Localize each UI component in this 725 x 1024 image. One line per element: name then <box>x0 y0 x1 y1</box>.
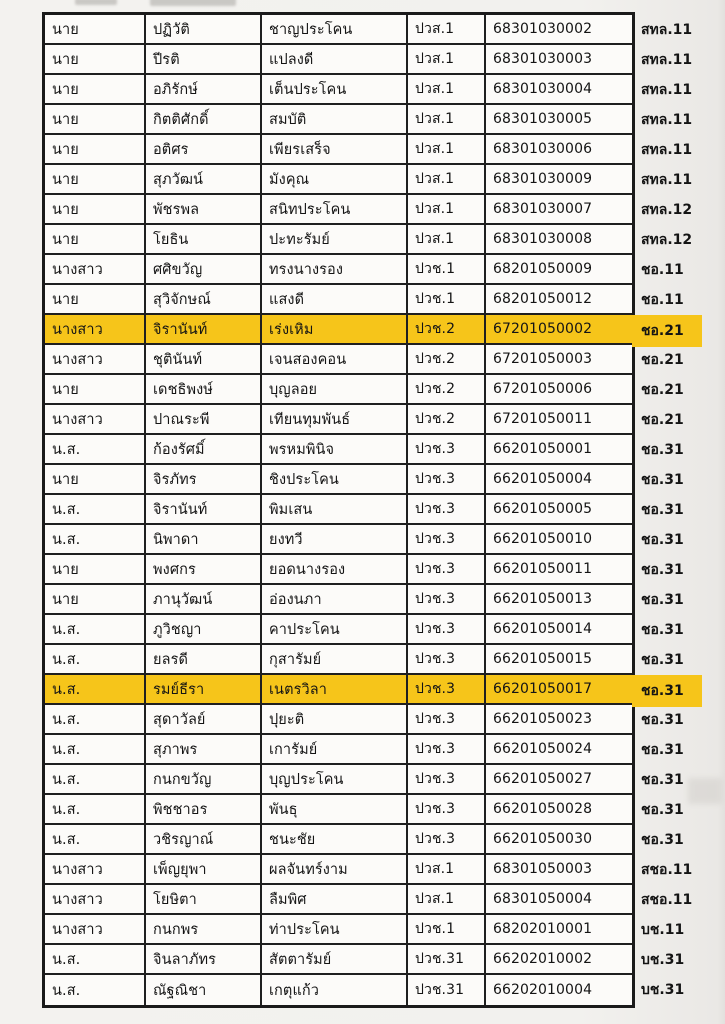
title-cell: นางสาว <box>45 855 146 883</box>
first-name-cell: ภูวิชญา <box>146 615 262 643</box>
table-row <box>45 915 632 945</box>
title-cell: นาย <box>45 285 146 313</box>
last-name-cell: เการัมย์ <box>262 735 408 763</box>
class-code: ชอ.31 <box>641 772 684 788</box>
student-id-cell: 66201050014 <box>493 621 593 637</box>
last-name-cell: พันธุ <box>262 795 408 823</box>
level-cell: ปวส.1 <box>408 105 486 133</box>
class-code: ชอ.31 <box>641 652 684 668</box>
first-name-cell: กนกขวัญ <box>146 765 262 793</box>
class-code-column <box>632 15 702 1005</box>
last-name-cell: ปุยะติ <box>262 705 408 733</box>
first-name-cell: สุดาวัลย์ <box>146 705 262 733</box>
last-name-cell: เจนสองคอน <box>262 345 408 373</box>
title-cell: น.ส. <box>45 795 146 823</box>
last-name-cell: ชิงประโคน <box>262 465 408 493</box>
class-code: สทล.12 <box>641 202 693 218</box>
title-cell: นาย <box>45 195 146 223</box>
last-name-cell: เต็นประโคน <box>262 75 408 103</box>
first-name-cell: เดชธิพงษ์ <box>146 375 262 403</box>
table-row <box>45 45 632 75</box>
level-cell: ปวช.31 <box>408 945 486 973</box>
table-row <box>45 15 632 45</box>
last-name-cell: ท่าประโคน <box>262 915 408 943</box>
title-cell: น.ส. <box>45 615 146 643</box>
last-name-cell: ชนะชัย <box>262 825 408 853</box>
level-cell: ปวช.3 <box>408 825 486 853</box>
class-code: สทล.11 <box>641 172 693 188</box>
student-table <box>42 12 635 1008</box>
first-name-cell: กนกพร <box>146 915 262 943</box>
title-cell: นาย <box>45 225 146 253</box>
class-code: บช.31 <box>641 982 685 998</box>
student-id-cell: 68301030008 <box>493 231 593 247</box>
class-code: สทล.12 <box>641 232 693 248</box>
table-row <box>45 225 632 255</box>
title-cell: น.ส. <box>45 645 146 673</box>
class-code: ชอ.31 <box>641 712 684 728</box>
student-id-cell: 67201050011 <box>493 411 593 427</box>
student-id-cell: 66201050023 <box>493 711 593 727</box>
class-code: ชอ.31 <box>641 592 684 608</box>
table-row <box>45 375 632 405</box>
table-row <box>45 195 632 225</box>
level-cell: ปวส.1 <box>408 885 486 913</box>
table-row <box>45 615 632 645</box>
last-name-cell: เกตุแก้ว <box>262 975 408 1005</box>
level-cell: ปวส.1 <box>408 225 486 253</box>
class-code: สชอ.11 <box>641 862 693 878</box>
table-row <box>45 945 632 975</box>
first-name-cell: นิพาดา <box>146 525 262 553</box>
first-name-cell: จิรานันท์ <box>146 495 262 523</box>
last-name-cell: พิมเสน <box>262 495 408 523</box>
first-name-cell: ศศิขวัญ <box>146 255 262 283</box>
first-name-cell: สุวิจักษณ์ <box>146 285 262 313</box>
table-row <box>45 885 632 915</box>
first-name-cell: รมย์ธีรา <box>146 675 262 703</box>
table-row <box>45 465 632 495</box>
table-row <box>45 255 632 285</box>
class-code: สทล.11 <box>641 112 693 128</box>
class-code: สทล.11 <box>641 82 693 98</box>
student-id-cell: 66201050010 <box>493 531 593 547</box>
title-cell: น.ส. <box>45 735 146 763</box>
class-code: สทล.11 <box>641 52 693 68</box>
student-id-cell: 68301030006 <box>493 141 593 157</box>
title-cell: นางสาว <box>45 885 146 913</box>
student-id-cell: 66201050015 <box>493 651 593 667</box>
first-name-cell: โยธิน <box>146 225 262 253</box>
level-cell: ปวช.3 <box>408 615 486 643</box>
title-cell: นาย <box>45 375 146 403</box>
level-cell: ปวช.2 <box>408 345 486 373</box>
last-name-cell: กุสารัมย์ <box>262 645 408 673</box>
title-cell: นาย <box>45 105 146 133</box>
first-name-cell: ปฏิวัติ <box>146 15 262 43</box>
class-code: ชอ.21 <box>641 382 684 398</box>
table-row <box>45 585 632 615</box>
level-cell: ปวช.2 <box>408 375 486 403</box>
student-id-cell: 68301030007 <box>493 201 593 217</box>
first-name-cell: อภิรักษ์ <box>146 75 262 103</box>
table-row <box>45 825 632 855</box>
table-row <box>45 135 632 165</box>
student-id-cell: 66201050001 <box>493 441 593 457</box>
title-cell: นางสาว <box>45 345 146 373</box>
title-cell: นางสาว <box>45 915 146 943</box>
class-code: ชอ.31 <box>641 742 684 758</box>
title-cell: นางสาว <box>45 315 146 343</box>
title-cell: นางสาว <box>45 255 146 283</box>
first-name-cell: จิรภัทร <box>146 465 262 493</box>
table-row <box>45 855 632 885</box>
title-cell: น.ส. <box>45 435 146 463</box>
title-cell: นาย <box>45 15 146 43</box>
title-cell: น.ส. <box>45 495 146 523</box>
last-name-cell: มังคุณ <box>262 165 408 193</box>
table-row <box>45 705 632 735</box>
level-cell: ปวช.3 <box>408 495 486 523</box>
class-code: ชอ.31 <box>641 532 684 548</box>
class-code: ชอ.31 <box>632 675 702 707</box>
level-cell: ปวส.1 <box>408 15 486 43</box>
class-code: ชอ.21 <box>632 315 702 347</box>
level-cell: ปวช.3 <box>408 705 486 733</box>
first-name-cell: จิรานันท์ <box>146 315 262 343</box>
level-cell: ปวช.3 <box>408 435 486 463</box>
level-cell: ปวช.31 <box>408 975 486 1005</box>
level-cell: ปวช.3 <box>408 735 486 763</box>
student-id-cell: 68201050009 <box>493 261 593 277</box>
table-row <box>45 765 632 795</box>
title-cell: น.ส. <box>45 825 146 853</box>
table-row <box>45 555 632 585</box>
table-row <box>45 285 632 315</box>
student-id-cell: 68202010001 <box>493 921 593 937</box>
student-id-cell: 68301030009 <box>493 171 593 187</box>
class-code: ชอ.31 <box>641 562 684 578</box>
student-id-cell: 68301030002 <box>493 21 593 37</box>
level-cell: ปวช.3 <box>408 525 486 553</box>
first-name-cell: กิตติศักดิ์ <box>146 105 262 133</box>
student-id-cell: 66201050030 <box>493 831 593 847</box>
scan-artifact <box>75 0 117 5</box>
level-cell: ปวส.1 <box>408 855 486 883</box>
last-name-cell: ผลจันทร์งาม <box>262 855 408 883</box>
title-cell: น.ส. <box>45 945 146 973</box>
student-id-cell: 68301050003 <box>493 861 593 877</box>
level-cell: ปวช.1 <box>408 255 486 283</box>
level-cell: ปวช.3 <box>408 795 486 823</box>
first-name-cell: อติศร <box>146 135 262 163</box>
class-code: ชอ.31 <box>641 472 684 488</box>
class-code: สทล.11 <box>641 142 693 158</box>
title-cell: นางสาว <box>45 405 146 433</box>
level-cell: ปวช.3 <box>408 555 486 583</box>
student-id-cell: 66201050005 <box>493 501 593 517</box>
first-name-cell: เพ็ญยุพา <box>146 855 262 883</box>
student-id-cell: 66201050027 <box>493 771 593 787</box>
title-cell: นาย <box>45 165 146 193</box>
class-code: ชอ.31 <box>641 442 684 458</box>
first-name-cell: ภานุวัฒน์ <box>146 585 262 613</box>
title-cell: น.ส. <box>45 975 146 1005</box>
last-name-cell: ยงทวี <box>262 525 408 553</box>
first-name-cell: พงศกร <box>146 555 262 583</box>
level-cell: ปวส.1 <box>408 165 486 193</box>
first-name-cell: สุภวัฒน์ <box>146 165 262 193</box>
table-row <box>45 345 632 375</box>
last-name-cell: เร่งเหิม <box>262 315 408 343</box>
table-row <box>45 795 632 825</box>
student-id-cell: 66202010002 <box>493 951 593 967</box>
first-name-cell: ณัฐณิชา <box>146 975 262 1005</box>
level-cell: ปวช.3 <box>408 675 486 703</box>
student-id-cell: 67201050006 <box>493 381 593 397</box>
student-id-cell: 66201050013 <box>493 591 593 607</box>
table-row <box>45 105 632 135</box>
scan-artifact <box>150 0 236 6</box>
last-name-cell: ลืมพิศ <box>262 885 408 913</box>
last-name-cell: คาประโคน <box>262 615 408 643</box>
last-name-cell: อ่องนภา <box>262 585 408 613</box>
last-name-cell: เพียรเสร็จ <box>262 135 408 163</box>
first-name-cell: พัชรพล <box>146 195 262 223</box>
first-name-cell: ปาณระพี <box>146 405 262 433</box>
student-id-cell: 68301050004 <box>493 891 593 907</box>
first-name-cell: ชุตินันท์ <box>146 345 262 373</box>
level-cell: ปวช.3 <box>408 645 486 673</box>
first-name-cell: ปีรติ <box>146 45 262 73</box>
last-name-cell: บุญลอย <box>262 375 408 403</box>
last-name-cell: พรหมพินิจ <box>262 435 408 463</box>
first-name-cell: วชิรญาณ์ <box>146 825 262 853</box>
student-id-cell: 66201050004 <box>493 471 593 487</box>
level-cell: ปวช.1 <box>408 285 486 313</box>
level-cell: ปวส.1 <box>408 75 486 103</box>
class-code: ชอ.31 <box>641 622 684 638</box>
table-row <box>45 645 632 675</box>
table-row <box>45 405 632 435</box>
class-code: ชอ.31 <box>641 832 684 848</box>
class-code: บช.31 <box>641 952 685 968</box>
title-cell: นาย <box>45 135 146 163</box>
student-id-cell: 67201050003 <box>493 351 593 367</box>
table-row <box>45 165 632 195</box>
title-cell: น.ส. <box>45 675 146 703</box>
title-cell: นาย <box>45 585 146 613</box>
first-name-cell: โยษิตา <box>146 885 262 913</box>
student-id-cell: 66201050028 <box>493 801 593 817</box>
last-name-cell: แสงดี <box>262 285 408 313</box>
first-name-cell: ยลรดี <box>146 645 262 673</box>
level-cell: ปวส.1 <box>408 195 486 223</box>
last-name-cell: แปลงดี <box>262 45 408 73</box>
student-id-cell: 68301030005 <box>493 111 593 127</box>
last-name-cell: ยอดนางรอง <box>262 555 408 583</box>
title-cell: น.ส. <box>45 525 146 553</box>
class-code: ชอ.11 <box>641 292 684 308</box>
class-code: สทล.11 <box>641 22 693 38</box>
student-id-cell: 67201050002 <box>486 315 632 343</box>
level-cell: ปวส.1 <box>408 45 486 73</box>
class-code: ชอ.31 <box>641 502 684 518</box>
student-id-cell: 66202010004 <box>493 982 593 998</box>
student-id-cell: 68301030004 <box>493 81 593 97</box>
student-id-cell: 66201050011 <box>493 561 593 577</box>
last-name-cell: ปะทะรัมย์ <box>262 225 408 253</box>
level-cell: ปวส.1 <box>408 135 486 163</box>
last-name-cell: ทรงนางรอง <box>262 255 408 283</box>
level-cell: ปวช.2 <box>408 405 486 433</box>
title-cell: นาย <box>45 465 146 493</box>
table-row <box>45 675 632 705</box>
first-name-cell: ก้องรัศมิ์ <box>146 435 262 463</box>
table-row <box>45 735 632 765</box>
class-code: สชอ.11 <box>641 892 693 908</box>
title-cell: นาย <box>45 555 146 583</box>
level-cell: ปวช.1 <box>408 915 486 943</box>
table-row <box>45 75 632 105</box>
title-cell: น.ส. <box>45 765 146 793</box>
last-name-cell: สัตตารัมย์ <box>262 945 408 973</box>
level-cell: ปวช.3 <box>408 465 486 493</box>
first-name-cell: พิชชาอร <box>146 795 262 823</box>
level-cell: ปวช.3 <box>408 585 486 613</box>
last-name-cell: ชาญประโคน <box>262 15 408 43</box>
class-code: ชอ.21 <box>641 352 684 368</box>
class-code: บช.11 <box>641 922 685 938</box>
student-id-cell: 66201050017 <box>486 675 632 703</box>
class-code: ชอ.31 <box>641 802 684 818</box>
class-code: ชอ.11 <box>641 262 684 278</box>
table-row <box>45 975 632 1005</box>
last-name-cell: สมบัติ <box>262 105 408 133</box>
last-name-cell: บุญประโคน <box>262 765 408 793</box>
table-row <box>45 315 632 345</box>
class-code: ชอ.21 <box>641 412 684 428</box>
title-cell: น.ส. <box>45 705 146 733</box>
table-row <box>45 525 632 555</box>
level-cell: ปวช.2 <box>408 315 486 343</box>
last-name-cell: เทียนทุมพันธ์ <box>262 405 408 433</box>
student-id-cell: 68301030003 <box>493 51 593 67</box>
title-cell: นาย <box>45 75 146 103</box>
last-name-cell: สนิทประโคน <box>262 195 408 223</box>
title-cell: นาย <box>45 45 146 73</box>
last-name-cell: เนตรวิลา <box>262 675 408 703</box>
student-id-cell: 68201050012 <box>493 291 593 307</box>
student-id-cell: 66201050024 <box>493 741 593 757</box>
level-cell: ปวช.3 <box>408 765 486 793</box>
table-row <box>45 435 632 465</box>
first-name-cell: จินลาภัทร <box>146 945 262 973</box>
first-name-cell: สุภาพร <box>146 735 262 763</box>
table-row <box>45 495 632 525</box>
